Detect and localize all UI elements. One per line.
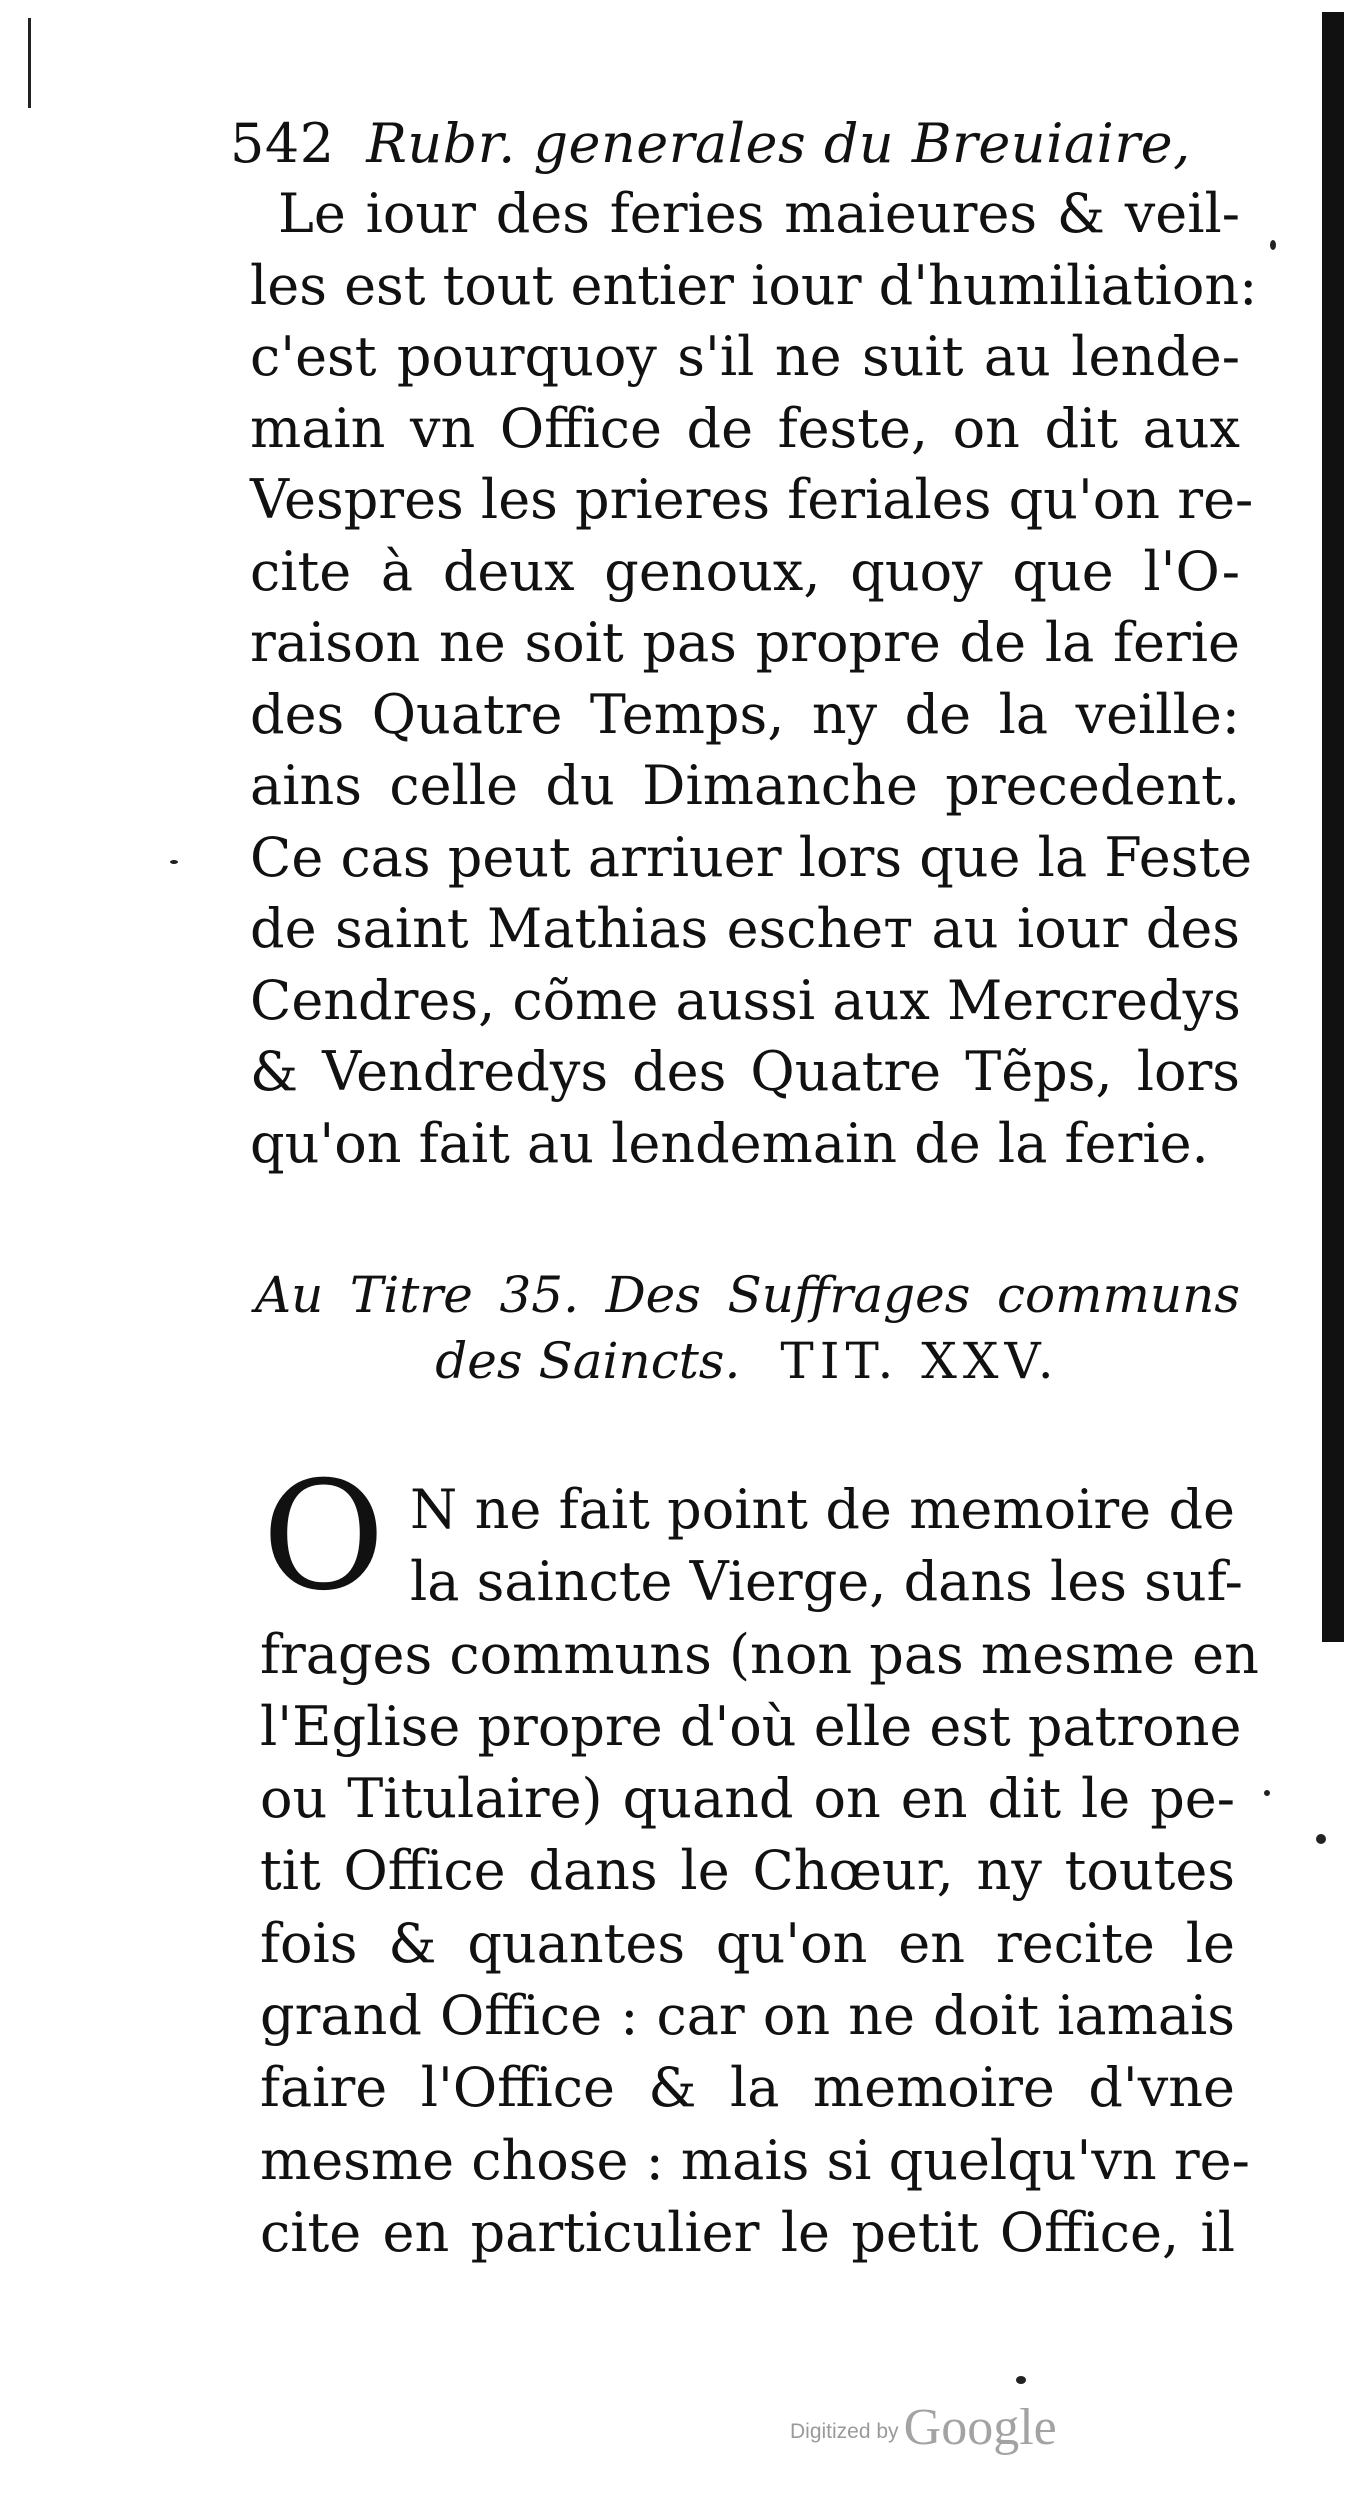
- text-line: frages communs (non pas mesme en: [260, 1622, 1259, 1686]
- text-line: fois & quantes qu'on en recite le: [260, 1911, 1235, 1975]
- section-title-line-1: Au Titre 35. Des Suffrages communs: [255, 1266, 1240, 1324]
- text-line: mesme chose : mais si quelqu'vn re-: [260, 2128, 1250, 2192]
- text-line: les est tout entier iour d'humiliation:: [250, 253, 1258, 317]
- watermark-prefix: Digitized by: [790, 2420, 899, 2443]
- running-title: Rubr. generales du Breuiaire,: [366, 112, 1191, 175]
- paragraph-1: [250, 178, 1258, 1179]
- text-line: de saint Mathias escheт au iour des: [250, 897, 1240, 960]
- text-line: c'est pourquoy s'il ne suit au lende-: [250, 325, 1240, 388]
- text-line: Le iour des feries maieures & veil-: [278, 182, 1240, 245]
- section-title-line-2: [255, 1328, 1240, 1394]
- scan-edge-right-lower: [1330, 1340, 1342, 1640]
- text-line: qu'on fait au lendemain de la ferie.: [250, 1111, 1209, 1175]
- text-line: raison ne soit pas propre de la ferie: [250, 611, 1240, 674]
- text-line: N ne fait point de memoire de: [410, 1478, 1235, 1541]
- ink-speck: [1016, 2376, 1026, 2384]
- text-line: la saincte Vierge, dans les suf-: [410, 1550, 1243, 1614]
- text-line: Ce cas peut arriuer lors que la Feste: [250, 825, 1253, 889]
- text-line: Vespres les prieres feriales qu'on re-: [250, 468, 1254, 531]
- text-line: l'Eglise propre d'où elle est patrone: [260, 1694, 1242, 1758]
- page-number: 542: [230, 112, 335, 175]
- paragraph-2: [260, 1474, 1259, 2269]
- ink-speck: [1270, 240, 1276, 250]
- text-line: Cendres, cõme aussi aux Mercredys: [250, 968, 1241, 1032]
- section-number: TIT. XXV.: [780, 1332, 1060, 1390]
- text-line: faire l'Office & la memoire d'vne: [260, 2056, 1235, 2120]
- running-header: [230, 112, 1191, 175]
- ink-speck: [170, 860, 178, 864]
- section-title-saints: des Saincts.: [435, 1332, 741, 1390]
- text-line: des Quatre Temps, ny de la veille:: [250, 682, 1240, 746]
- drop-cap: O: [262, 1450, 385, 1624]
- ink-speck: [1264, 1790, 1270, 1796]
- text-line: cite à deux genoux, quoy que l'O-: [250, 539, 1240, 603]
- digitization-watermark: [790, 2398, 1057, 2457]
- text-line: grand Office : car on ne doit iamais: [260, 1984, 1235, 2048]
- text-line: & Vendredys des Quatre Tẽps, lors: [250, 1040, 1240, 1103]
- scan-edge-left: [28, 18, 31, 108]
- watermark-brand: Google: [903, 2399, 1057, 2456]
- text-line: ou Titulaire) quand on en dit le pe-: [260, 1767, 1235, 1831]
- ink-speck: [1316, 1834, 1326, 1844]
- text-line: main vn Office de feste, on dit aux: [250, 396, 1240, 460]
- text-line: cite en particulier le petit Office, il: [260, 2200, 1235, 2264]
- section-heading: [255, 1262, 1240, 1394]
- text-line: tit Office dans le Chœur, ny toutes: [260, 1839, 1235, 1903]
- text-line: ains celle du Dimanche precedent.: [250, 754, 1240, 817]
